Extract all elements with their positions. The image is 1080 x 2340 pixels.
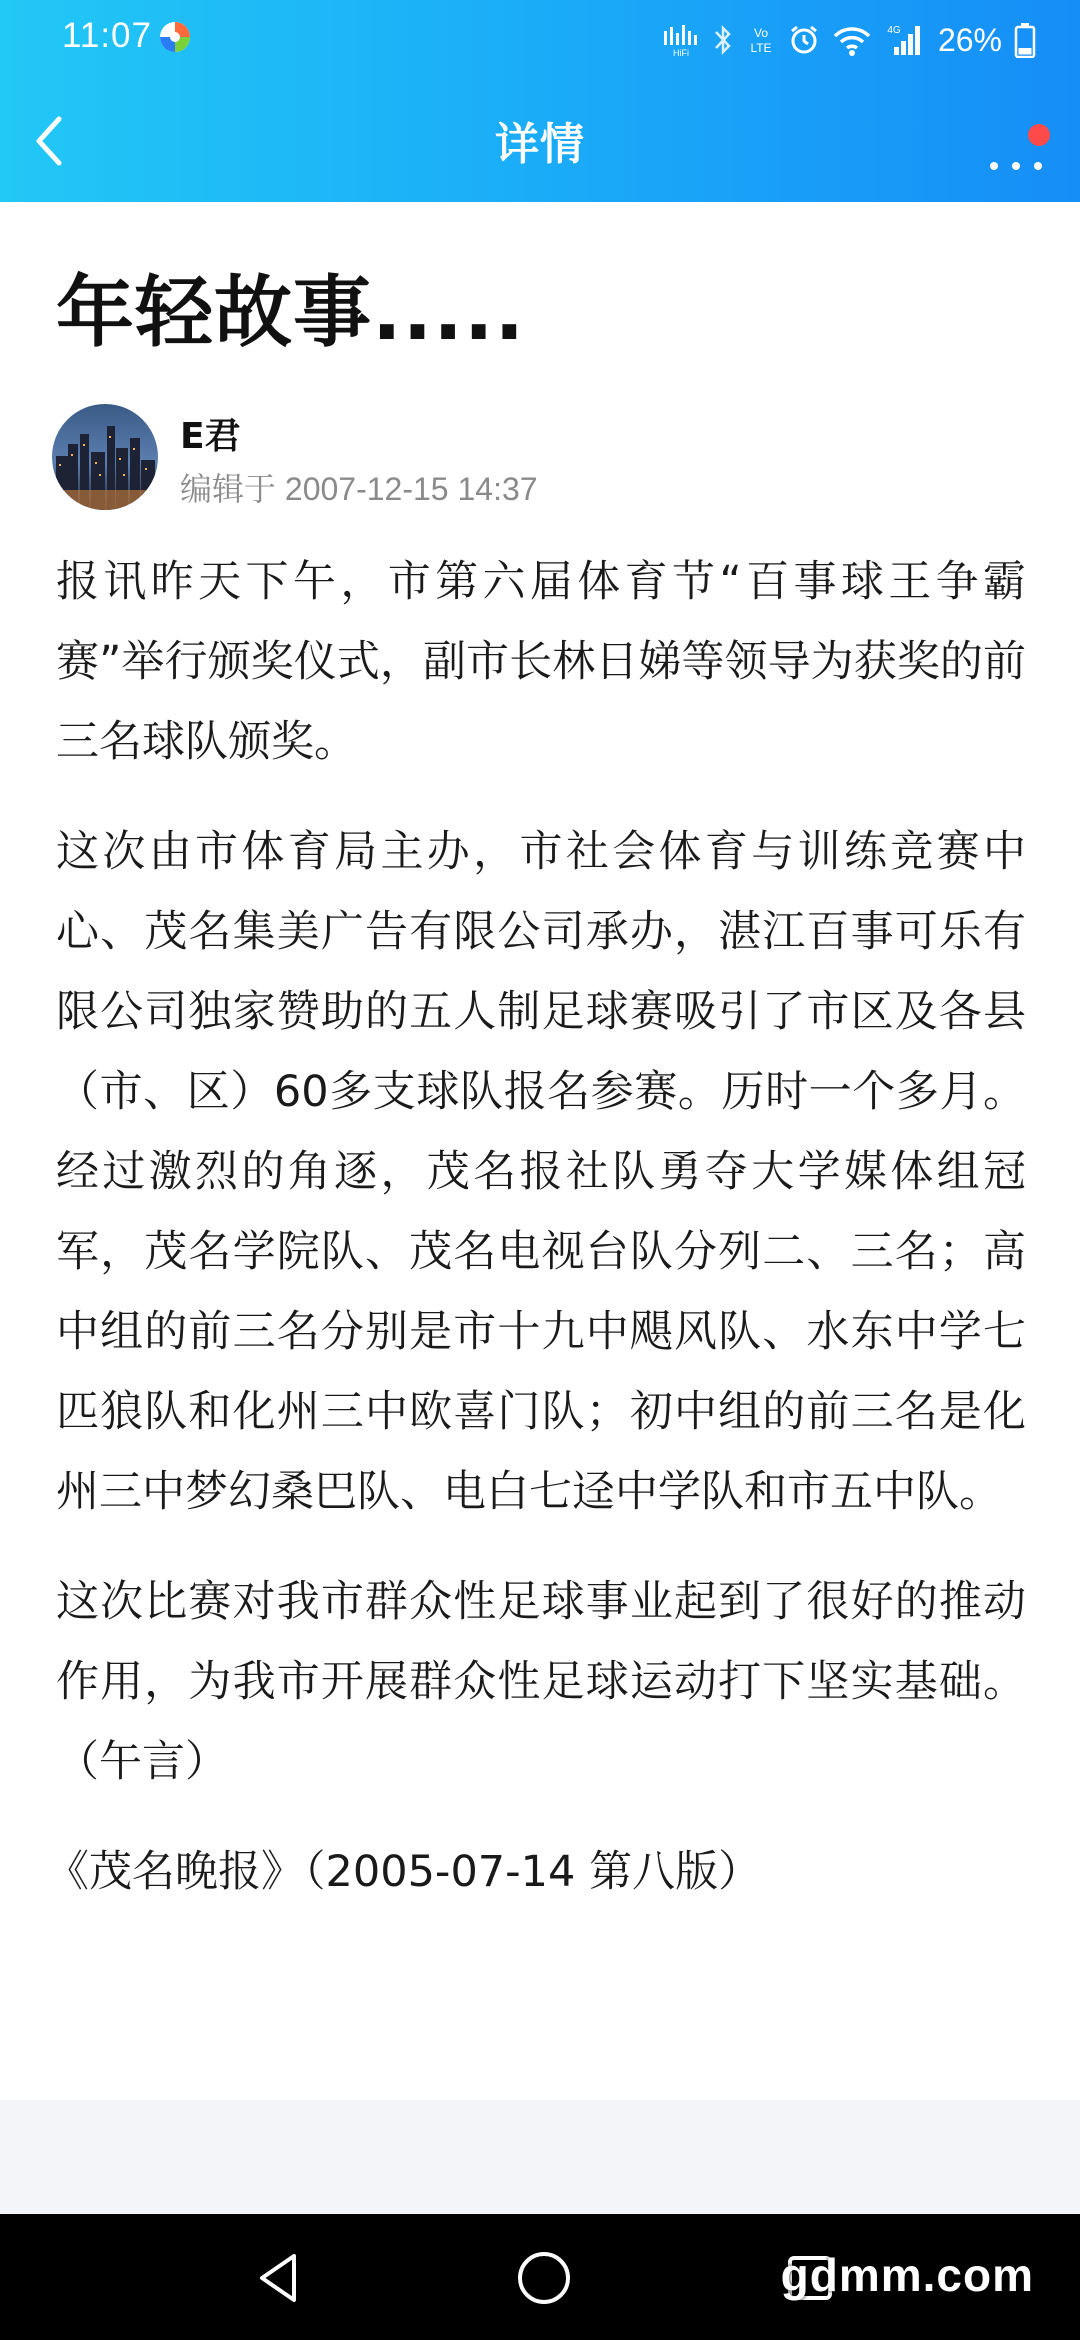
page-title: 详情 <box>495 119 585 170</box>
author-name[interactable]: E君 <box>180 416 241 457</box>
paragraph: 这次比赛对我市群众性足球事业起到了很好的推动作用，为我市开展群众性足球运动打下坚实基础。（午言） <box>56 1577 1026 1787</box>
edit-timestamp: 编辑于 2007-12-15 14:37 <box>180 471 538 507</box>
more-button[interactable] <box>980 110 1056 174</box>
home-circle-icon <box>514 2248 574 2308</box>
wifi-icon <box>832 23 872 57</box>
avatar[interactable] <box>52 404 158 510</box>
svg-text:4G: 4G <box>887 25 901 36</box>
page-bottom-spacer <box>0 2100 1080 2214</box>
paragraph: 报讯昨天下午，市第六届体育节“百事球王争霸赛”举行颁奖仪式，副市长林日娣等领导为获奖的前三名球队颁奖。 <box>56 557 1026 767</box>
nav-home-button[interactable] <box>506 2240 582 2316</box>
app-bar <box>0 80 1080 202</box>
top-header <box>0 0 1080 202</box>
svg-text:Vo: Vo <box>753 26 768 40</box>
paragraph: 这次由市体育局主办，市社会体育与训练竞赛中心、茂名集美广告有限公司承办，湛江百事可乐有限公司独家赞助的五人制足球赛吸引了市区及各县（市、区）60多支球队报名参赛。历时一个多月。经过激烈的角逐，茂名报社队勇夺大学媒体组冠军，茂名学院队、茂名电视台队分列二、三名；高中组的前三名分别是市十九中飓风队、水东中学七匹狼队和化州三中欧喜门队；初中组的前三名是化州三中梦幻桑巴队、电白七迳中学队和市五中队。 <box>56 827 1026 1517</box>
signal-4g-icon <box>884 23 922 57</box>
article-source: 《茂名晚报》（2005-07-14 第八版） <box>46 1847 762 1897</box>
app-logo-icon <box>158 20 192 54</box>
status-icons <box>662 18 1036 62</box>
notification-badge <box>1028 124 1050 146</box>
back-triangle-icon <box>250 2248 310 2308</box>
alarm-icon <box>788 23 820 57</box>
more-dots-icon <box>990 162 998 170</box>
svg-text:LTE: LTE <box>750 41 772 55</box>
hifi-icon <box>662 23 700 57</box>
battery-percentage: 26% <box>937 21 1002 58</box>
status-time: 11:07 <box>62 16 152 55</box>
watermark: gdmm.com <box>780 2249 1034 2301</box>
status-bar <box>0 0 1080 80</box>
city-night-avatar-icon <box>52 404 158 510</box>
article-title: 年轻故事..... <box>56 268 526 358</box>
article-body <box>46 542 1026 1912</box>
battery-icon <box>1014 22 1036 58</box>
volte-icon <box>746 23 776 57</box>
nav-back-button[interactable] <box>242 2240 318 2316</box>
svg-text:HiFi: HiFi <box>672 48 689 57</box>
author-info <box>52 402 1032 512</box>
article <box>0 202 1080 2100</box>
bluetooth-icon <box>712 23 734 57</box>
